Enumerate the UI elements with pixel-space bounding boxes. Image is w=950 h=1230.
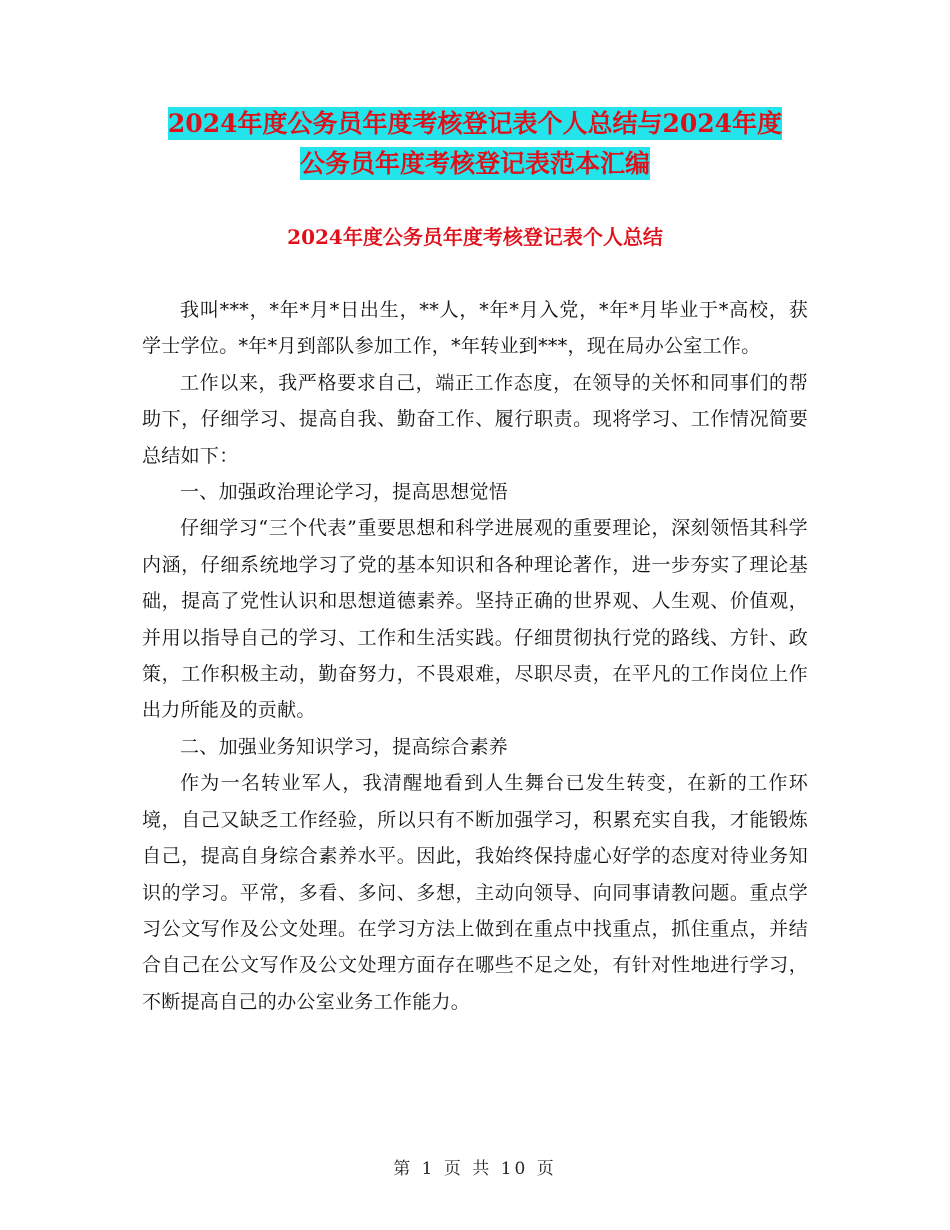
heading-business-study: 二、加强业务知识学习，提高综合素养 bbox=[180, 735, 509, 758]
heading-political-study: 一、加强政治理论学习，提高思想觉悟 bbox=[180, 481, 509, 504]
section-title: 2024年度公务员年度考核登记表个人总结 bbox=[287, 225, 663, 249]
paragraph-overview: 工作以来，我严格要求自己，端正工作态度，在领导的关怀和同事们的帮助下，仔细学习、提高自我、勤奋工作、履行职责。现将学习、工作情况简要总结如下： bbox=[142, 371, 808, 467]
paragraph-intro: 我叫***，*年*月*日出生，**人，*年*月入党，*年*月毕业于*高校，获学士学位。*年*月到部队参加工作，*年转业到***，现在局办公室工作。 bbox=[142, 299, 808, 358]
document-body bbox=[142, 292, 808, 1020]
page-number-footer: 第 1 页 共 10 页 bbox=[393, 1159, 557, 1179]
document-title bbox=[0, 104, 950, 184]
document-title-line-1: 2024年度公务员年度考核登记表个人总结与2024年度 bbox=[167, 109, 783, 138]
paragraph-political-study: 仔细学习“三个代表”重要思想和科学进展观的重要理论，深刻领悟其科学内涵，仔细系统地学习了党的基本知识和各种理论著作，进一步夯实了理论基础，提高了党性认识和思想道德素养。坚持正确的世界观、人生观、价值观，并用以指导自己的学习、工作和生活实践。仔细贯彻执行党的路线、方针、政策，工作积极主动，勤奋努力，不畏艰难，尽职尽责，在平凡的工作岗位上作出力所能及的贡献。 bbox=[142, 517, 808, 722]
paragraph-business-study: 作为一名转业军人，我清醒地看到人生舞台已发生转变，在新的工作环境，自己又缺乏工作经验，所以只有不断加强学习，积累充实自我，才能锻炼自己，提高自身综合素养水平。因此，我始终保持虚心好学的态度对待业务知识的学习。平常，多看、多问、多想，主动向领导、向同事请教问题。重点学习公文写作及公文处理。在学习方法上做到在重点中找重点，抓住重点，并结合自己在公文写作及公文处理方面存在哪些不足之处，有针对性地进行学习，不断提高自己的办公室业务工作能力。 bbox=[142, 772, 808, 1013]
document-title-line-2: 公务员年度考核登记表范本汇编 bbox=[299, 149, 650, 178]
